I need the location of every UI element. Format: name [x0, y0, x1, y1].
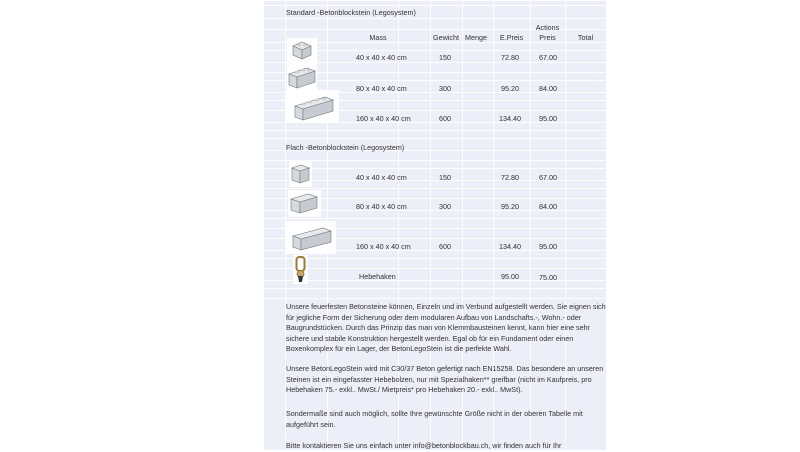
lego-block-2x2-icon	[287, 38, 317, 62]
cell-epreis: 95.00	[501, 272, 519, 281]
cell-mass: 80 x 40 x 40 cm	[356, 202, 407, 211]
cell-epreis: 72.80	[501, 173, 519, 182]
grid-line	[263, 160, 606, 161]
header-mass: Mass	[369, 33, 387, 42]
flat-block-large-icon	[285, 221, 336, 254]
cell-mass: 160 x 40 x 40 cm	[356, 242, 411, 251]
description-paragraph-1: Unsere feuerfesten Betonsteine können, Einzeln und im Verbund aufgestellt werden. Sie eignen sich für jegliche Form der Sicherung oder dem modularen Aufbau von Landschafts.-, Wohn.- oder Baugrundstücken. Durch das Prinzip das man von Klemmbausteinen kennt, kann hier eine sehr sichere und stabile Konstruktion hergestellt werden. Egal ob für ein Fundament oder einen Boxenkomplex für ein Lager, der BetonLegoStein ist die perfekte Wahl.	[286, 302, 606, 353]
grid-line	[263, 218, 606, 219]
cell-epreis: 95.20	[501, 84, 519, 93]
cell-actions-preis: 67.00	[539, 173, 557, 182]
cell-mass: 80 x 40 x 40 cm	[356, 84, 407, 93]
cell-mass: 40 x 40 x 40 cm	[356, 53, 407, 62]
cell-mass: 160 x 40 x 40 cm	[356, 114, 411, 123]
flat-block-medium-icon	[288, 190, 321, 217]
header-actions-line1: Actions	[535, 23, 560, 32]
flat-block-small-icon	[289, 161, 312, 187]
cell-epreis: 134.40	[499, 242, 521, 251]
grid-line	[263, 138, 606, 139]
header-actions-line2: Preis	[539, 33, 556, 42]
cell-gewicht: 300	[439, 202, 451, 211]
cell-gewicht: 150	[439, 53, 451, 62]
cell-gewicht: 600	[439, 242, 451, 251]
contact-paragraph: Bitte kontaktieren Sie uns einfach unter info@betonblockbau.ch, wir finden auch für Ihr	[286, 441, 562, 450]
cell-mass: Hebehaken	[359, 272, 396, 281]
cell-actions-preis: 84.00	[539, 202, 557, 211]
description-paragraph-2: Unsere BetonLegoStein wird mit C30/37 Beton gefertigt nach EN15258. Das besondere an unseren Steinen ist ein eingefasster Hebebolzen, nur mit Spezialhaken** greifbar (nicht im Kaufpreis, pro Hebehaken 75.- exkl.. MwSt./ Mietpreis* pro Hebehaken 20.- exkl.. MwSt).	[286, 364, 604, 394]
grid-line	[263, 288, 606, 289]
cell-actions-preis: 75.00	[539, 273, 557, 282]
section-title-flach: Flach -Betonblockstein (Legosystem)	[286, 143, 405, 152]
cell-epreis: 72.80	[501, 53, 519, 62]
lifting-hook-icon	[293, 255, 308, 284]
grid-line	[263, 130, 606, 131]
grid-line	[263, 298, 606, 299]
cell-actions-preis: 95.00	[539, 114, 557, 123]
cell-gewicht: 150	[439, 173, 451, 182]
description-paragraph-3: Sondermaße sind auch möglich, sollte Ihre gewünschte Größe nicht in der oberen Tabelle mit aufgeführt sein.	[286, 409, 583, 429]
header-menge: Menge	[465, 33, 487, 42]
cell-gewicht: 300	[439, 84, 451, 93]
header-gewicht: Gewicht	[433, 33, 459, 42]
spreadsheet	[263, 0, 606, 450]
cell-gewicht: 600	[439, 114, 451, 123]
cell-actions-preis: 95.00	[539, 242, 557, 251]
cell-mass: 40 x 40 x 40 cm	[356, 173, 407, 182]
lego-block-4x2-icon	[287, 62, 317, 90]
header-epreis: E.Preis	[499, 33, 524, 42]
cell-epreis: 95.20	[501, 202, 519, 211]
grid-line	[263, 258, 606, 259]
grid-line	[263, 18, 606, 19]
grid-line	[263, 268, 606, 269]
grid-line	[263, 188, 606, 189]
cell-epreis: 134.40	[499, 114, 521, 123]
grid-line	[263, 5, 606, 6]
grid-line	[263, 168, 606, 169]
header-total: Total	[577, 33, 594, 42]
cell-actions-preis: 84.00	[539, 84, 557, 93]
cell-actions-preis: 67.00	[539, 53, 557, 62]
lego-block-8x2-icon	[285, 90, 339, 123]
section-title-standard: Standard -Betonblockstein (Legosystem)	[286, 8, 416, 17]
